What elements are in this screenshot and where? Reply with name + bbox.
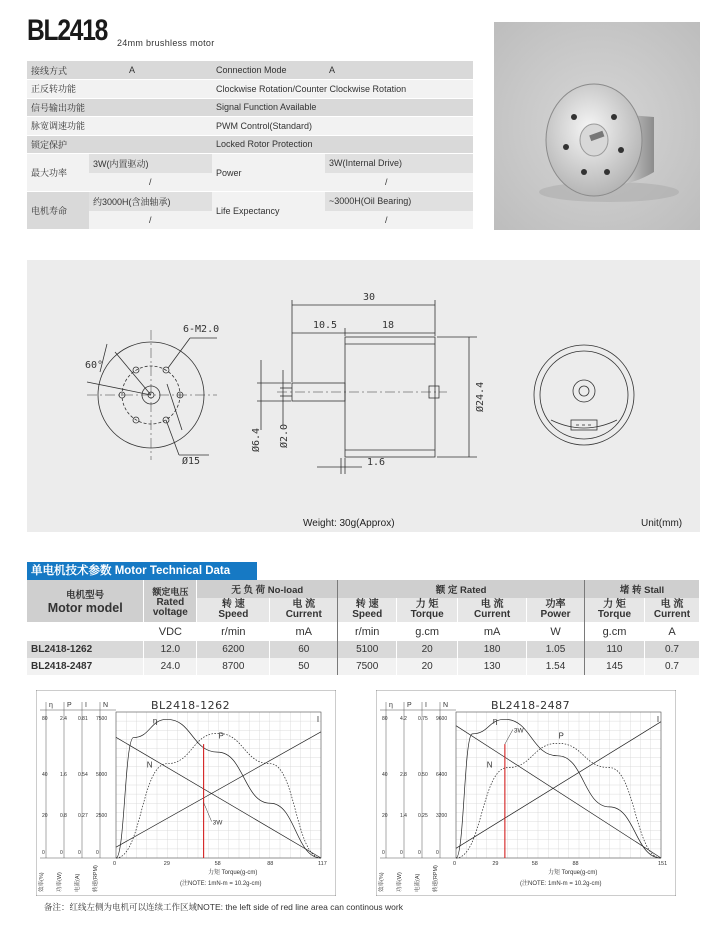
power-marker-label: 3W bbox=[513, 727, 524, 735]
col-cn: 力 矩 bbox=[415, 599, 439, 610]
rated-voltage-cn: 额定电压 bbox=[152, 586, 189, 597]
spec-cn-label: 正反转功能 bbox=[27, 80, 212, 99]
performance-chart-2487 bbox=[376, 690, 676, 896]
spec-row bbox=[27, 61, 473, 80]
model-cell: BL2418-2487 bbox=[27, 658, 144, 675]
label-d20: Ø2.0 bbox=[279, 423, 290, 448]
spec-cn-label: 接线方式 bbox=[27, 61, 89, 80]
spec-en-label: Signal Function Available bbox=[212, 98, 473, 117]
axis-tick: 5000 bbox=[96, 772, 108, 779]
rear-view bbox=[534, 345, 634, 445]
performance-chart-1262 bbox=[36, 690, 336, 896]
spec-cn-value-alt: / bbox=[149, 176, 152, 187]
tech-data-table bbox=[27, 580, 700, 675]
series-label: I bbox=[316, 715, 320, 725]
value-cell: 5100 bbox=[338, 641, 397, 658]
axis-tick: 2500 bbox=[96, 813, 108, 820]
spec-en-label: Connection Mode bbox=[212, 61, 325, 80]
axis-header: N bbox=[103, 702, 109, 709]
value-cell: 60 bbox=[270, 641, 338, 658]
unit-cell: g.cm bbox=[397, 622, 458, 641]
tech-data-title: 单电机技术参数 Motor Technical Data bbox=[27, 562, 257, 580]
series-label: N bbox=[146, 760, 153, 770]
label-dim105: 10.5 bbox=[313, 320, 338, 331]
axis-tick: 0 bbox=[400, 850, 403, 856]
chart-title: BL2418-2487 bbox=[491, 699, 571, 712]
unit-cell: mA bbox=[458, 622, 527, 641]
side-view bbox=[257, 300, 477, 474]
axis-tick: 2.4 bbox=[60, 716, 67, 722]
unit-cell: A bbox=[644, 622, 699, 641]
value-cell: 145 bbox=[585, 658, 645, 675]
unit-cell: mA bbox=[270, 622, 338, 641]
spec-cn-label: 锁定保护 bbox=[27, 135, 212, 154]
spec-cn-label: 最大功率 bbox=[27, 154, 89, 192]
dimension-drawing bbox=[27, 260, 700, 532]
axis-title: 功率(W) bbox=[57, 872, 63, 892]
spec-en-value: ~3000H(Oil Bearing) bbox=[325, 192, 473, 211]
spec-cn-value: A bbox=[89, 61, 212, 80]
spec-row-power bbox=[27, 154, 473, 192]
series-label: I bbox=[656, 715, 660, 725]
value-cell: 20 bbox=[397, 641, 458, 658]
series-label: P bbox=[218, 731, 224, 741]
axis-tick: 4.2 bbox=[400, 716, 407, 722]
model-title: BL2418 bbox=[27, 14, 108, 47]
rated-voltage-en: Rated voltage bbox=[152, 596, 188, 618]
unit-label: Unit(mm) bbox=[641, 518, 683, 529]
noload-header: 无 负 荷 No-load bbox=[197, 580, 338, 598]
value-cell: 6200 bbox=[197, 641, 270, 658]
axis-tick: 0.75 bbox=[418, 716, 428, 722]
value-cell: 12.0 bbox=[144, 641, 197, 658]
axis-header: P bbox=[407, 702, 412, 709]
axis-header: I bbox=[85, 702, 87, 709]
label-d64: Ø6.4 bbox=[251, 427, 262, 452]
x-tick: 0 bbox=[453, 861, 457, 867]
axis-tick: 3200 bbox=[436, 813, 448, 820]
col-en: Torque bbox=[597, 609, 632, 620]
col-en: Current bbox=[474, 609, 511, 620]
footnote: 备注：红线左侧为电机可以连续工作区域NOTE: the left side of red line area can continous work bbox=[44, 902, 403, 912]
value-cell: 1.54 bbox=[527, 658, 585, 675]
x-axis-note: (注NOTE: 1mN-m = 10.2g-cm) bbox=[180, 881, 262, 887]
axis-tick: 0.8 bbox=[60, 813, 67, 820]
spec-en-value-alt: / bbox=[385, 176, 388, 187]
axis-title: 效率(%) bbox=[39, 872, 45, 892]
spec-en-label: Life Expectancy bbox=[212, 192, 325, 230]
label-m2: 6-M2.0 bbox=[183, 324, 220, 335]
unit-cell: g.cm bbox=[585, 622, 645, 641]
axis-tick: 0.54 bbox=[78, 772, 88, 779]
unit-cell: r/min bbox=[197, 622, 270, 641]
axis-tick: 0 bbox=[96, 850, 99, 856]
spec-en-label: PWM Control(Standard) bbox=[212, 117, 473, 136]
unit-cell: VDC bbox=[144, 622, 197, 641]
axis-title: 转速(RPM) bbox=[433, 865, 439, 892]
spec-en-label: Power bbox=[212, 154, 325, 192]
axis-tick: 20 bbox=[42, 813, 48, 820]
axis-tick: 0 bbox=[60, 850, 63, 856]
axis-tick: 0 bbox=[382, 850, 385, 856]
axis-title: 功率(W) bbox=[397, 872, 403, 892]
axis-title: 转速(RPM) bbox=[93, 865, 99, 892]
spec-cn-value: 3W(内置驱动) bbox=[89, 154, 212, 173]
spec-en-value: A bbox=[325, 61, 473, 80]
value-cell: 8700 bbox=[197, 658, 270, 675]
axis-tick: 80 bbox=[42, 716, 48, 722]
col-cn: 电 流 bbox=[660, 599, 684, 610]
spec-cn-value: 约3000H(含油轴承) bbox=[89, 192, 212, 211]
axis-tick: 40 bbox=[382, 772, 388, 779]
axis-header: P bbox=[67, 702, 72, 709]
col-en: Torque bbox=[410, 609, 444, 620]
series-label: N bbox=[486, 760, 493, 770]
axis-tick: 40 bbox=[42, 772, 48, 779]
value-cell: 110 bbox=[585, 641, 645, 658]
spec-en-value: 3W(Internal Drive) bbox=[325, 154, 473, 173]
axis-tick: 2.8 bbox=[400, 772, 407, 779]
axis-tick: 0 bbox=[42, 850, 45, 856]
col-cn: 电 流 bbox=[292, 599, 316, 610]
col-en: Current bbox=[285, 609, 322, 620]
axis-header: N bbox=[443, 702, 449, 709]
model-subtitle: 24mm brushless motor bbox=[117, 38, 215, 48]
axis-title: 效率(%) bbox=[379, 872, 385, 892]
x-tick: 58 bbox=[531, 861, 538, 867]
axis-tick: 0.81 bbox=[78, 716, 88, 722]
axis-tick: 0 bbox=[78, 850, 81, 856]
unit-cell: W bbox=[527, 622, 585, 641]
power-marker-label: 3W bbox=[212, 819, 223, 827]
spec-en-label: Clockwise Rotation/Counter Clockwise Rotation bbox=[212, 80, 473, 99]
model-cell: BL2418-1262 bbox=[27, 641, 144, 658]
spec-cn-label: 脉宽调速功能 bbox=[27, 117, 212, 136]
chart-title: BL2418-1262 bbox=[151, 699, 231, 712]
table-row bbox=[27, 658, 700, 675]
series-label: η bbox=[492, 716, 498, 726]
value-cell: 0.7 bbox=[644, 641, 699, 658]
axis-tick: 0 bbox=[418, 850, 421, 856]
label-d15: Ø15 bbox=[182, 456, 201, 467]
series-label: P bbox=[558, 731, 564, 741]
x-tick: 58 bbox=[214, 861, 221, 867]
col-en: Speed bbox=[352, 609, 383, 620]
x-tick: 151 bbox=[658, 861, 668, 867]
weight-label: Weight: 30g(Approx) bbox=[303, 518, 395, 529]
x-axis-label: 力矩 Torque(g-cm) bbox=[208, 870, 258, 876]
col-en: Speed bbox=[218, 609, 249, 620]
front-view bbox=[87, 330, 217, 460]
value-cell: 20 bbox=[397, 658, 458, 675]
x-tick: 88 bbox=[572, 861, 579, 867]
axis-tick: 1.6 bbox=[60, 772, 67, 779]
col-cn: 力 矩 bbox=[603, 599, 626, 610]
series-label: η bbox=[152, 716, 158, 726]
model-header-en: Motor model bbox=[47, 601, 123, 615]
value-cell: 130 bbox=[458, 658, 527, 675]
axis-tick: 6400 bbox=[436, 772, 448, 779]
value-cell: 0.7 bbox=[644, 658, 699, 675]
axis-tick: 80 bbox=[382, 716, 388, 722]
col-cn: 电 流 bbox=[480, 599, 504, 610]
axis-tick: 20 bbox=[382, 813, 388, 820]
axis-header: I bbox=[425, 702, 427, 709]
axis-tick: 0 bbox=[436, 850, 439, 856]
x-axis-label: 力矩 Torque(g-cm) bbox=[548, 870, 598, 876]
axis-tick: 0.50 bbox=[418, 772, 428, 779]
x-tick: 117 bbox=[318, 861, 327, 867]
value-cell: 50 bbox=[270, 658, 338, 675]
model-header-cn: 电机型号 bbox=[66, 590, 105, 601]
label-dim30: 30 bbox=[363, 292, 376, 303]
units-row bbox=[27, 622, 700, 641]
spec-row-life bbox=[27, 192, 473, 230]
x-tick: 29 bbox=[492, 861, 499, 867]
spec-cn-label: 电机寿命 bbox=[27, 192, 89, 230]
axis-header: η bbox=[389, 702, 393, 709]
x-tick: 0 bbox=[113, 861, 117, 867]
spec-row bbox=[27, 80, 473, 99]
axis-tick: 0.27 bbox=[78, 813, 88, 820]
axis-header: η bbox=[49, 702, 53, 709]
label-dim18: 18 bbox=[382, 320, 395, 331]
value-cell: 180 bbox=[458, 641, 527, 658]
spec-row bbox=[27, 117, 473, 136]
col-cn: 功率 bbox=[545, 599, 566, 610]
col-en: Current bbox=[653, 609, 691, 620]
spec-cn-label: 信号输出功能 bbox=[27, 98, 212, 117]
x-tick: 88 bbox=[267, 861, 274, 867]
x-tick: 29 bbox=[163, 861, 170, 867]
motor-photo bbox=[494, 22, 700, 230]
spec-row bbox=[27, 98, 473, 117]
col-cn: 转 速 bbox=[355, 599, 379, 610]
value-cell: 24.0 bbox=[144, 658, 197, 675]
col-en: Power bbox=[540, 609, 571, 620]
axis-title: 电流(A) bbox=[75, 873, 81, 892]
axis-tick: 1.4 bbox=[400, 813, 407, 820]
rated-header: 额 定 Rated bbox=[338, 580, 585, 598]
table-row bbox=[27, 641, 700, 658]
value-cell: 7500 bbox=[338, 658, 397, 675]
spec-en-label: Locked Rotor Protection bbox=[212, 135, 473, 154]
label-d16: 1.6 bbox=[367, 457, 386, 468]
label-angle: 60° bbox=[85, 360, 104, 371]
unit-cell: r/min bbox=[338, 622, 397, 641]
value-cell: 1.05 bbox=[527, 641, 585, 658]
axis-tick: 0.25 bbox=[418, 813, 428, 820]
spec-table bbox=[27, 61, 473, 230]
axis-tick: 7500 bbox=[96, 716, 108, 722]
x-axis-note: (注NOTE: 1mN-m = 10.2g-cm) bbox=[520, 881, 602, 887]
axis-title: 电流(A) bbox=[415, 873, 421, 892]
spec-row bbox=[27, 135, 473, 154]
spec-cn-value-alt: / bbox=[149, 214, 152, 225]
axis-tick: 9600 bbox=[436, 716, 448, 722]
col-cn: 转 速 bbox=[221, 599, 245, 610]
spec-en-value-alt: / bbox=[385, 214, 388, 225]
label-d244: Ø24.4 bbox=[475, 381, 486, 412]
stall-header: 堵 转 Stall bbox=[585, 580, 700, 598]
